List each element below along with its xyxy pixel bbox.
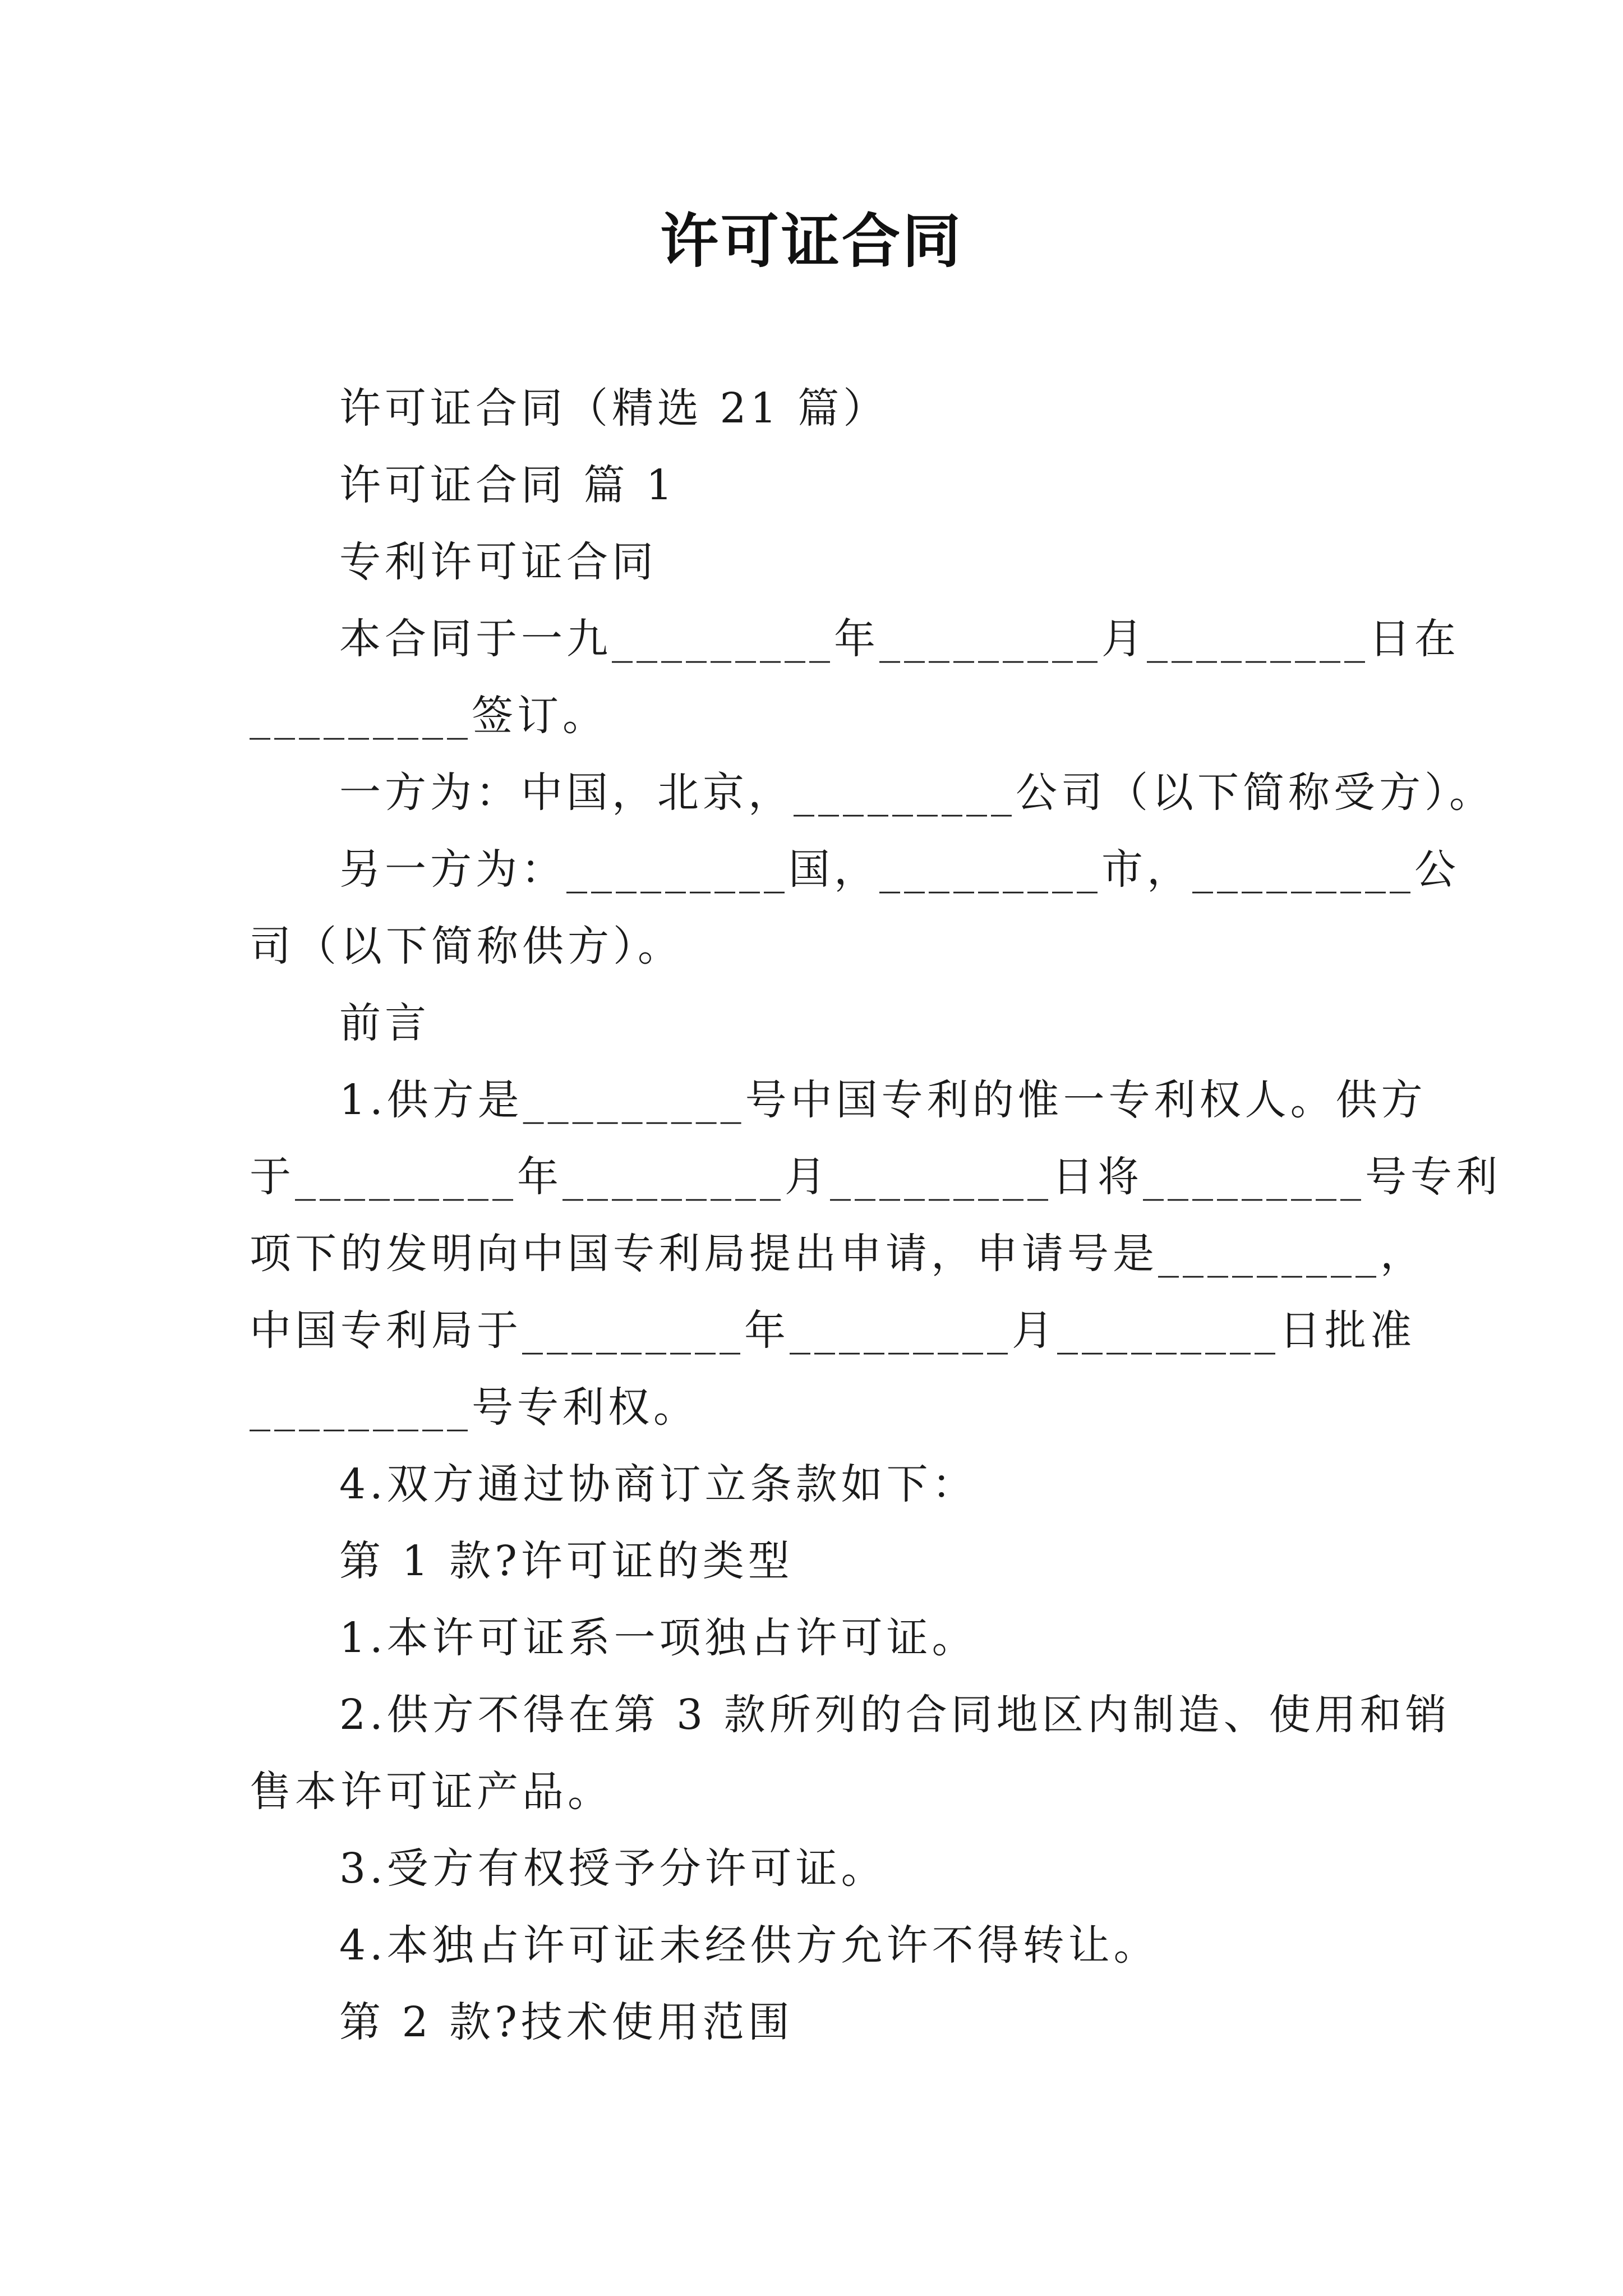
paragraph-line: 本合同于一九_________年_________月_________日在 [339, 615, 1460, 663]
paragraph-line: _________签订。 [250, 692, 608, 740]
paragraph-line: 1.供方是_________号中国专利的惟一专利权人。供方 [339, 1076, 1427, 1124]
preface-heading: 前言 [339, 999, 430, 1047]
paragraph-line: 4.双方通过协商订立条款如下： [339, 1460, 978, 1508]
paragraph-line: _________号专利权。 [250, 1383, 699, 1432]
clause-heading: 第 1 款?许可证的类型 [339, 1537, 794, 1585]
contract-name: 专利许可证合同 [339, 538, 657, 586]
paragraph-line: 一方为：中国，北京，_________公司（以下简称受方）。 [339, 769, 1495, 817]
section-heading: 许可证合同 篇 1 [339, 461, 677, 509]
paragraph-line: 司（以下简称供方）。 [250, 922, 683, 970]
document-body [250, 370, 1501, 2061]
paragraph-line: 另一方为：_________国，_________市，_________公 [339, 845, 1460, 894]
paragraph-line: 中国专利局于_________年_________月_________日批准 [250, 1306, 1415, 1355]
paragraph-line: 4.本独占许可证未经供方允许不得转让。 [339, 1921, 1159, 1970]
document-title: 许可证合同 [660, 206, 963, 275]
paragraph-line: 于_________年_________月_________日将_________号专利 [250, 1153, 1501, 1201]
paragraph-line: 项下的发明向中国专利局提出申请，申请号是_________， [250, 1230, 1426, 1278]
paragraph-line: 售本许可证产品。 [250, 1768, 613, 1816]
clause-heading: 第 2 款?技术使用范围 [339, 1998, 794, 2046]
subtitle-line: 许可证合同（精选 21 篇） [339, 384, 889, 432]
paragraph-line: 1.本许可证系一项独占许可证。 [339, 1614, 978, 1662]
paragraph-line: 2.供方不得在第 3 款所列的合同地区内制造、使用和销 [339, 1691, 1451, 1739]
paragraph-line: 3.受方有权授予分许可证。 [339, 1844, 887, 1893]
